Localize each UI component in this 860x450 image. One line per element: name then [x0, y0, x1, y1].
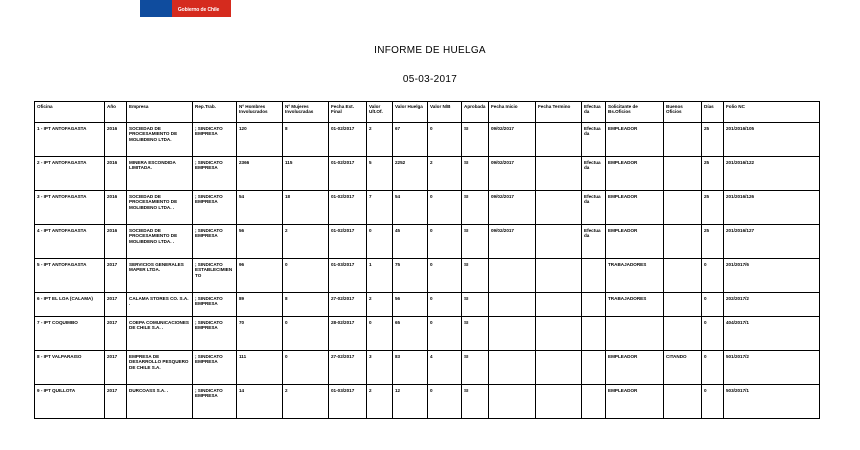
table-cell: 0	[283, 259, 329, 293]
table-cell: ; SINDICATO EMPRESA	[193, 317, 237, 351]
table-cell: 67	[393, 123, 428, 157]
table-cell: MINERA ESCONDIDA LIMITADA.	[127, 157, 193, 191]
table-cell: 89	[237, 293, 283, 317]
table-cell: 0	[283, 317, 329, 351]
table-cell: SI	[462, 259, 489, 293]
table-cell	[489, 293, 536, 317]
table-cell: 503/2017/1	[724, 385, 820, 419]
table-cell: 45	[393, 225, 428, 259]
table-cell: SOCIEDAD DE PROCESAMIENTO DE MOLIBDENO LTDA.	[127, 123, 193, 157]
table-cell: 01-02/2017	[329, 157, 367, 191]
table-cell: 01-02/2017	[329, 225, 367, 259]
table-cell: ; SINDICATO EMPRESA	[193, 225, 237, 259]
table-cell: DURCOASS S.A. .	[127, 385, 193, 419]
table-cell: 54	[393, 191, 428, 225]
table-cell: 2016	[105, 191, 127, 225]
table-cell: 2	[367, 293, 393, 317]
table-cell: ; SINDICATO EMPRESA	[193, 157, 237, 191]
table-cell	[489, 385, 536, 419]
table-cell: 2016	[105, 123, 127, 157]
table-cell: 2	[283, 385, 329, 419]
table-row	[35, 157, 820, 191]
table-cell: 27-02/2017	[329, 351, 367, 385]
table-cell: SOCIEDAD DE PROCESAMIENTO DE MOLIBDENO LTDA. .	[127, 225, 193, 259]
table-cell	[536, 123, 582, 157]
table-cell: 1	[367, 259, 393, 293]
table-cell: 56	[393, 293, 428, 317]
table-row	[35, 225, 820, 259]
table-row	[35, 317, 820, 351]
table-cell	[582, 351, 606, 385]
strike-report-table	[34, 101, 820, 419]
table-cell	[536, 259, 582, 293]
col-header: Días	[702, 102, 724, 123]
table-cell: 201/2016/126	[724, 191, 820, 225]
table-cell: 28-02/2017	[329, 317, 367, 351]
table-cell: 111	[237, 351, 283, 385]
table-cell	[664, 317, 702, 351]
table-cell	[664, 123, 702, 157]
table-cell: 2252	[393, 157, 428, 191]
table-row	[35, 191, 820, 225]
col-header: Fecha Ext. Final	[329, 102, 367, 123]
table-cell: 2366	[237, 157, 283, 191]
col-header: Aprobada	[462, 102, 489, 123]
table-cell: 8	[283, 123, 329, 157]
table-cell: 09/02/2017	[489, 157, 536, 191]
table-cell: 201/2016/127	[724, 225, 820, 259]
table-cell: SI	[462, 385, 489, 419]
table-cell: 0	[428, 293, 462, 317]
col-header: Nº Mujeres Involucradas	[283, 102, 329, 123]
col-header: Valor Huelga	[393, 102, 428, 123]
table-cell: 0	[702, 293, 724, 317]
table-cell: 14	[237, 385, 283, 419]
table-cell: 2	[428, 157, 462, 191]
table-cell: 2	[283, 225, 329, 259]
table-row	[35, 351, 820, 385]
col-header: Fecha Termino	[536, 102, 582, 123]
table-cell	[664, 191, 702, 225]
table-cell: 0	[702, 351, 724, 385]
table-cell	[664, 259, 702, 293]
table-cell: 0	[428, 191, 462, 225]
table-cell: Efectuada	[582, 191, 606, 225]
report-title: INFORME DE HUELGA	[374, 45, 486, 56]
table-cell: COEPA COMUNICACIONES DE CHILE S.A. .	[127, 317, 193, 351]
table-cell: 8 - IPT VALPARAISO	[35, 351, 105, 385]
table-cell	[536, 191, 582, 225]
table-cell: 0	[428, 123, 462, 157]
table-cell: ; SINDICATO EMPRESA	[193, 351, 237, 385]
col-header: Efectuada	[582, 102, 606, 123]
table-cell: SI	[462, 157, 489, 191]
table-cell	[489, 351, 536, 385]
table-cell: 0	[428, 225, 462, 259]
table-cell: 120	[237, 123, 283, 157]
table-cell: 0	[702, 317, 724, 351]
table-cell: 3 - IPT ANTOFAGASTA	[35, 191, 105, 225]
table-cell: 0	[428, 385, 462, 419]
table-cell	[582, 317, 606, 351]
table-cell: 3	[367, 351, 393, 385]
col-header: Buenos Oficios	[664, 102, 702, 123]
table-cell	[489, 317, 536, 351]
table-cell: 4 - IPT ANTOFAGASTA	[35, 225, 105, 259]
col-header: Empresa	[127, 102, 193, 123]
table-cell: 01-03/2017	[329, 259, 367, 293]
table-cell: 0	[702, 385, 724, 419]
table-cell	[489, 259, 536, 293]
table-cell: 18	[283, 191, 329, 225]
table-cell: SI	[462, 123, 489, 157]
table-cell: 201/2016/122	[724, 157, 820, 191]
table-row	[35, 385, 820, 419]
table-cell: Efectuada	[582, 157, 606, 191]
table-cell: SI	[462, 351, 489, 385]
table-cell	[536, 317, 582, 351]
table-cell: 12	[393, 385, 428, 419]
table-cell: 01-03/2017	[329, 385, 367, 419]
col-header: Fecha Inicio	[489, 102, 536, 123]
table-cell	[582, 385, 606, 419]
col-header: Valor Ult.Of.	[367, 102, 393, 123]
table-cell: 2 - IPT ANTOFAGASTA	[35, 157, 105, 191]
table-cell: CALAMA STORES CO. S.A. .	[127, 293, 193, 317]
table-row	[35, 123, 820, 157]
table-cell: ; SINDICATO EMPRESA	[193, 385, 237, 419]
table-cell: 5 - IPT ANTOFAGASTA	[35, 259, 105, 293]
table-cell: 09/02/2017	[489, 123, 536, 157]
table-cell: SI	[462, 317, 489, 351]
table-cell: 8	[283, 293, 329, 317]
table-cell: 6 - IPT EL LOA (CALAMA)	[35, 293, 105, 317]
report-date: 05-03-2017	[402, 74, 458, 85]
table-cell	[536, 225, 582, 259]
table-cell: 2017	[105, 351, 127, 385]
table-cell	[536, 157, 582, 191]
table-cell: SI	[462, 191, 489, 225]
table-cell: 0	[283, 351, 329, 385]
table-cell: 4	[428, 351, 462, 385]
table-cell: 70	[237, 317, 283, 351]
table-cell	[606, 317, 664, 351]
table-cell: Efectuada	[582, 225, 606, 259]
table-cell	[664, 293, 702, 317]
table-cell: 0	[428, 317, 462, 351]
col-header: Año	[105, 102, 127, 123]
table-cell: EMPLEADOR	[606, 157, 664, 191]
table-cell: SI	[462, 293, 489, 317]
table-cell: TRABAJADORES	[606, 259, 664, 293]
table-cell: ; SINDICATO ESTABLECIMIENTO	[193, 259, 237, 293]
col-header: Oficina	[35, 102, 105, 123]
table-cell	[536, 385, 582, 419]
table-cell: 7	[367, 191, 393, 225]
table-cell: 75	[393, 259, 428, 293]
table-cell: 2016	[105, 225, 127, 259]
logo-text: Gobierno de Chile	[177, 7, 220, 13]
table-cell: EMPLEADOR	[606, 191, 664, 225]
table-cell: TRABAJADORES	[606, 293, 664, 317]
table-cell: EMPLEADOR	[606, 225, 664, 259]
table-cell	[664, 157, 702, 191]
table-header-row	[35, 102, 820, 123]
table-cell: 25	[702, 157, 724, 191]
table-cell: 2017	[105, 259, 127, 293]
logo-red-block	[172, 0, 231, 17]
table-cell	[582, 259, 606, 293]
table-cell: 0	[428, 259, 462, 293]
col-header: Solicitante de Bs.Oficios	[606, 102, 664, 123]
table-cell: 65	[393, 317, 428, 351]
table-cell: 2017	[105, 293, 127, 317]
table-cell: 01-02/2017	[329, 191, 367, 225]
table-cell: 404/2017/1	[724, 317, 820, 351]
table-cell: 0	[702, 259, 724, 293]
table-cell: EMPRESA DE DESARROLLO PESQUERO DE CHILE S.A.	[127, 351, 193, 385]
table-cell: 2017	[105, 385, 127, 419]
table-cell	[582, 293, 606, 317]
table-cell: 201/2016/105	[724, 123, 820, 157]
table-cell	[664, 225, 702, 259]
table-cell: CITANDO	[664, 351, 702, 385]
table-cell: 2	[367, 123, 393, 157]
table-cell: 25	[702, 191, 724, 225]
table-cell: 2	[367, 385, 393, 419]
table-cell: 09/02/2017	[489, 225, 536, 259]
table-cell: 0	[367, 317, 393, 351]
col-header: Folio NC	[724, 102, 820, 123]
table-cell: SERVICIOS GENERALES MAPER LTDA.	[127, 259, 193, 293]
table-cell: 2017	[105, 317, 127, 351]
table-cell: 27-02/2017	[329, 293, 367, 317]
table-cell: 09/02/2017	[489, 191, 536, 225]
table-cell: 01-02/2017	[329, 123, 367, 157]
col-header: Nº Hombres Involucrados	[237, 102, 283, 123]
table-cell: 202/2017/2	[724, 293, 820, 317]
table-cell: 7 - IPT COQUIMBO	[35, 317, 105, 351]
table-row	[35, 259, 820, 293]
table-cell: Efectuada	[582, 123, 606, 157]
table-cell: ; SINDICATO EMPRESA	[193, 123, 237, 157]
table-cell: 9 - IPT QUILLOTA	[35, 385, 105, 419]
table-cell	[536, 293, 582, 317]
table-cell: 115	[283, 157, 329, 191]
table-cell	[536, 351, 582, 385]
table-cell: 96	[237, 259, 283, 293]
table-cell: 83	[393, 351, 428, 385]
table-cell: SI	[462, 225, 489, 259]
table-row	[35, 293, 820, 317]
table-cell: 0	[367, 225, 393, 259]
table-cell: ; SINDICATO EMPRESA	[193, 293, 237, 317]
table-cell: ; SINDICATO EMPRESA	[193, 191, 237, 225]
table-cell: 1 - IPT ANTOFAGASTA	[35, 123, 105, 157]
table-cell: 56	[237, 225, 283, 259]
table-cell: 501/2017/2	[724, 351, 820, 385]
table-cell: EMPLEADOR	[606, 385, 664, 419]
table-cell: EMPLEADOR	[606, 351, 664, 385]
table-cell: 5	[367, 157, 393, 191]
table-cell: 201/2017/6	[724, 259, 820, 293]
table-cell: 2016	[105, 157, 127, 191]
gobierno-logo	[140, 0, 231, 17]
table-cell: SOCIEDAD DE PROCESAMIENTO DE MOLIBDENO LTDA. .	[127, 191, 193, 225]
col-header: Valor N/B	[428, 102, 462, 123]
table-cell: 25	[702, 123, 724, 157]
table-cell: 54	[237, 191, 283, 225]
table-cell	[664, 385, 702, 419]
logo-blue-block	[140, 0, 172, 17]
table-cell: 25	[702, 225, 724, 259]
table-cell: EMPLEADOR	[606, 123, 664, 157]
col-header: Rep.Trab.	[193, 102, 237, 123]
